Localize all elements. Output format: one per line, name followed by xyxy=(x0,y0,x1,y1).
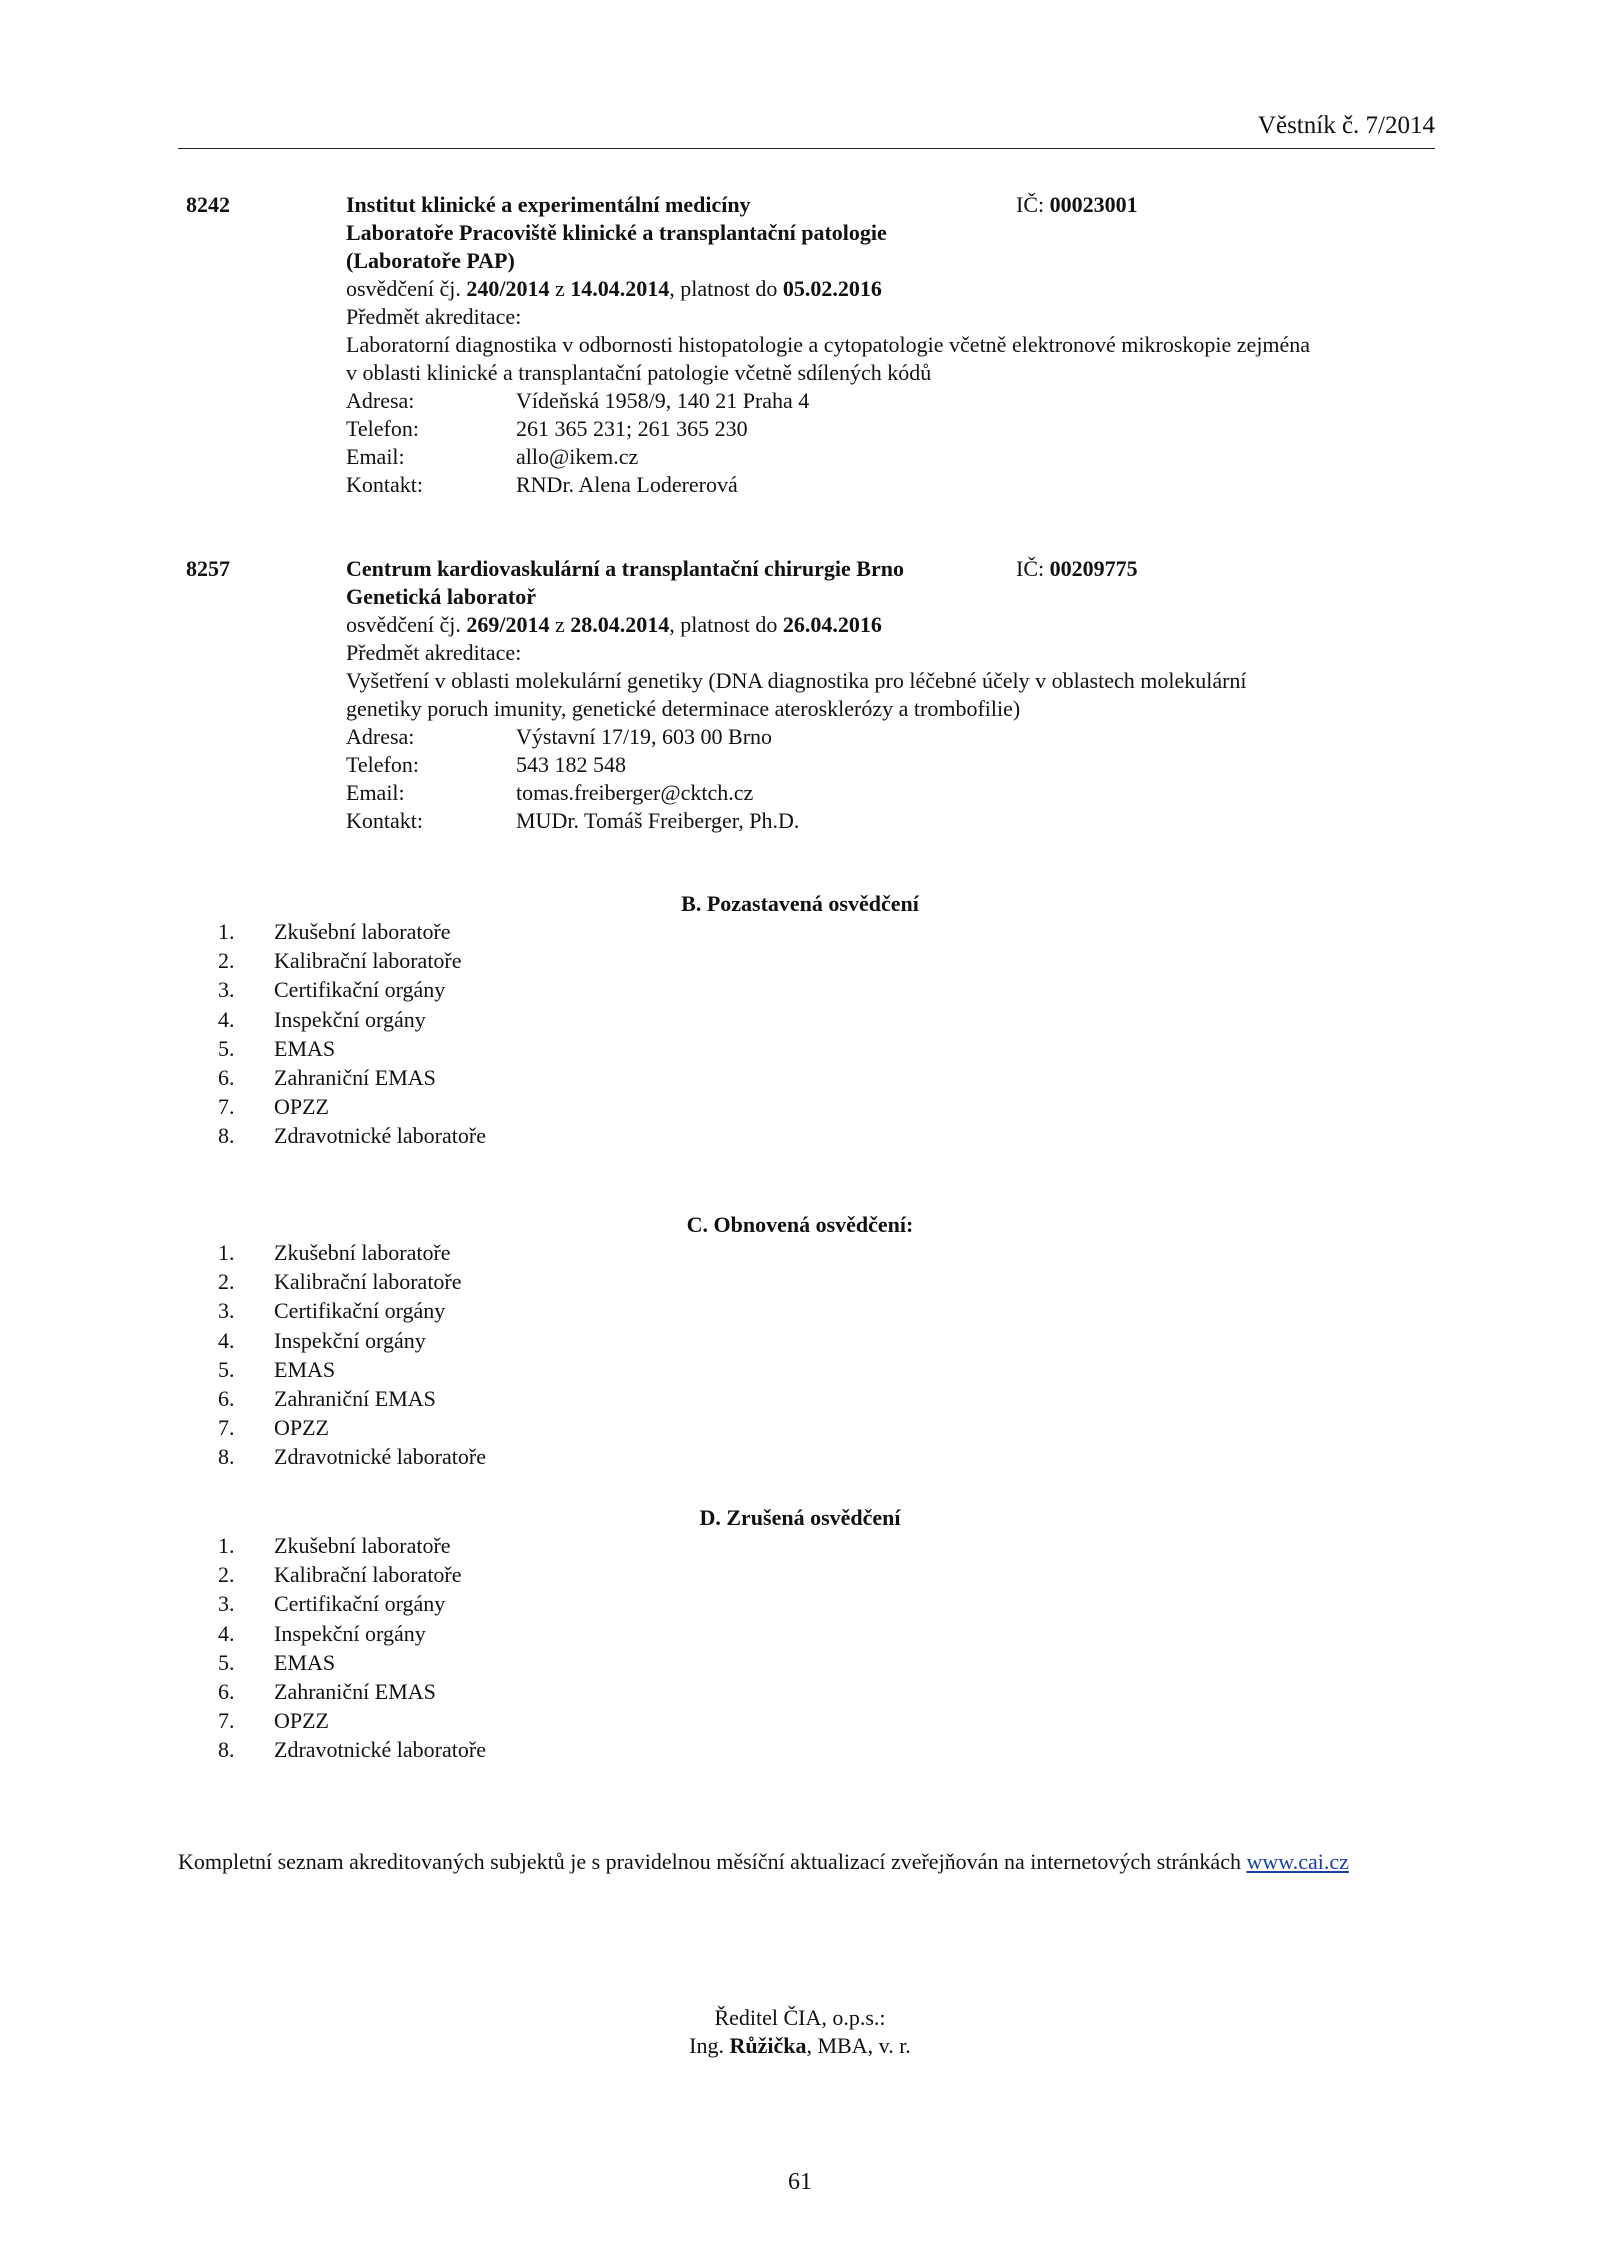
contact-phone: Telefon: 261 365 231; 261 365 230 xyxy=(346,416,748,441)
subject-label: Předmět akreditace: xyxy=(346,304,522,329)
list-item: 5. EMAS xyxy=(218,1649,336,1675)
page-number: 61 xyxy=(788,2169,812,2195)
footer-note-text: Kompletní seznam akreditovaných subjektů je s pravidelnou měsíční aktualizací zveřejňován na internetových stránkách xyxy=(178,1849,1247,1874)
list-item: 4. Inspekční orgány xyxy=(218,1620,426,1646)
section-title-suspended: B. Pozastavená osvědčení xyxy=(681,891,919,916)
list-item: 1. Zkušební laboratoře xyxy=(218,1240,451,1265)
journal-title: Věstník č. 7/2014 xyxy=(1257,112,1435,139)
contact-address: Adresa: Vídeňská 1958/9, 140 21 Praha 4 xyxy=(346,388,810,413)
list-item: 8. Zdravotnické laboratoře xyxy=(218,1737,486,1763)
certificate-line: osvědčení čj. 240/2014 z 14.04.2014, platnost do 05.02.2016 xyxy=(346,276,882,301)
list-item: 5. EMAS xyxy=(218,1356,336,1382)
list-item: 6. Zahraniční EMAS xyxy=(218,1064,436,1090)
list-item: 7. OPZZ xyxy=(218,1094,329,1120)
list-item: 8. Zdravotnické laboratoře xyxy=(218,1444,486,1470)
section-title-cancelled: D. Zrušená osvědčení xyxy=(699,1505,901,1530)
list-item: 1. Zkušební laboratoře xyxy=(218,1533,451,1558)
signature-role: Ředitel ČIA, o.p.s.: xyxy=(714,2005,886,2030)
footer-note xyxy=(178,1848,1435,1876)
entry-number: 8242 xyxy=(186,192,230,217)
list-item: 3. Certifikační orgány xyxy=(218,1298,446,1324)
list-item: 3. Certifikační orgány xyxy=(218,977,446,1003)
list-item: 8. Zdravotnické laboratoře xyxy=(218,1123,486,1149)
list-item: 1. Zkušební laboratoře xyxy=(218,919,451,944)
list-item: 4. Inspekční orgány xyxy=(218,1006,426,1032)
contact-email: Email: tomas.freiberger@cktch.cz xyxy=(346,780,754,805)
subject-label: Předmět akreditace: xyxy=(346,640,522,665)
subject-text: genetiky poruch imunity, genetické determinace aterosklerózy a trombofilie) xyxy=(346,696,1021,721)
ic-number: IČ: 00209775 xyxy=(1016,556,1138,581)
certificate-line: osvědčení čj. 269/2014 z 28.04.2014, platnost do 26.04.2016 xyxy=(346,612,882,637)
suspended-list xyxy=(218,918,486,1152)
subject-text: v oblasti klinické a transplantační patologie včetně sdílených kódů xyxy=(346,360,932,385)
list-item: 6. Zahraniční EMAS xyxy=(218,1678,436,1704)
list-item: 2. Kalibrační laboratoře xyxy=(218,1562,462,1588)
contact-address: Adresa: Výstavní 17/19, 603 00 Brno xyxy=(346,724,773,749)
contact-person: Kontakt: RNDr. Alena Lodererová xyxy=(346,472,738,497)
list-item: 4. Inspekční orgány xyxy=(218,1327,426,1353)
signature-name: Ing. Růžička, MBA, v. r. xyxy=(689,2033,911,2058)
contact-email: Email: allo@ikem.cz xyxy=(346,444,639,469)
contact-person: Kontakt: MUDr. Tomáš Freiberger, Ph.D. xyxy=(346,808,800,833)
signature-block xyxy=(0,2004,1600,2060)
ic-number: IČ: 00023001 xyxy=(1016,192,1138,217)
list-item: 7. OPZZ xyxy=(218,1708,329,1734)
entry-name-line: Institut klinické a experimentální medicíny xyxy=(346,192,751,217)
contact-phone: Telefon: 543 182 548 xyxy=(346,752,626,777)
list-item: 7. OPZZ xyxy=(218,1415,329,1441)
list-item: 3. Certifikační orgány xyxy=(218,1591,446,1617)
renewed-list xyxy=(218,1239,486,1473)
cai-website-link[interactable]: www.cai.cz xyxy=(1246,1849,1349,1874)
page-header xyxy=(178,112,1435,149)
section-title-renewed: C. Obnovená osvědčení: xyxy=(686,1212,914,1237)
list-item: 6. Zahraniční EMAS xyxy=(218,1385,436,1411)
list-item: 2. Kalibrační laboratoře xyxy=(218,948,462,974)
entry-name-line: Genetická laboratoř xyxy=(346,584,537,609)
cancelled-list xyxy=(218,1532,486,1766)
entry-name-line: Centrum kardiovaskulární a transplantační chirurgie Brno xyxy=(346,556,904,581)
subject-text: Vyšetření v oblasti molekulární genetiky (DNA diagnostika pro léčebné účely v oblastech molekulární xyxy=(346,668,1247,693)
entry-number: 8257 xyxy=(186,556,230,581)
entry-name-line: Laboratoře Pracoviště klinické a transplantační patologie xyxy=(346,220,887,245)
entry-name-line: (Laboratoře PAP) xyxy=(346,248,515,273)
list-item: 2. Kalibrační laboratoře xyxy=(218,1269,462,1295)
list-item: 5. EMAS xyxy=(218,1035,336,1061)
subject-text: Laboratorní diagnostika v odbornosti histopatologie a cytopatologie včetně elektronové mikroskopie zejména xyxy=(346,332,1311,357)
